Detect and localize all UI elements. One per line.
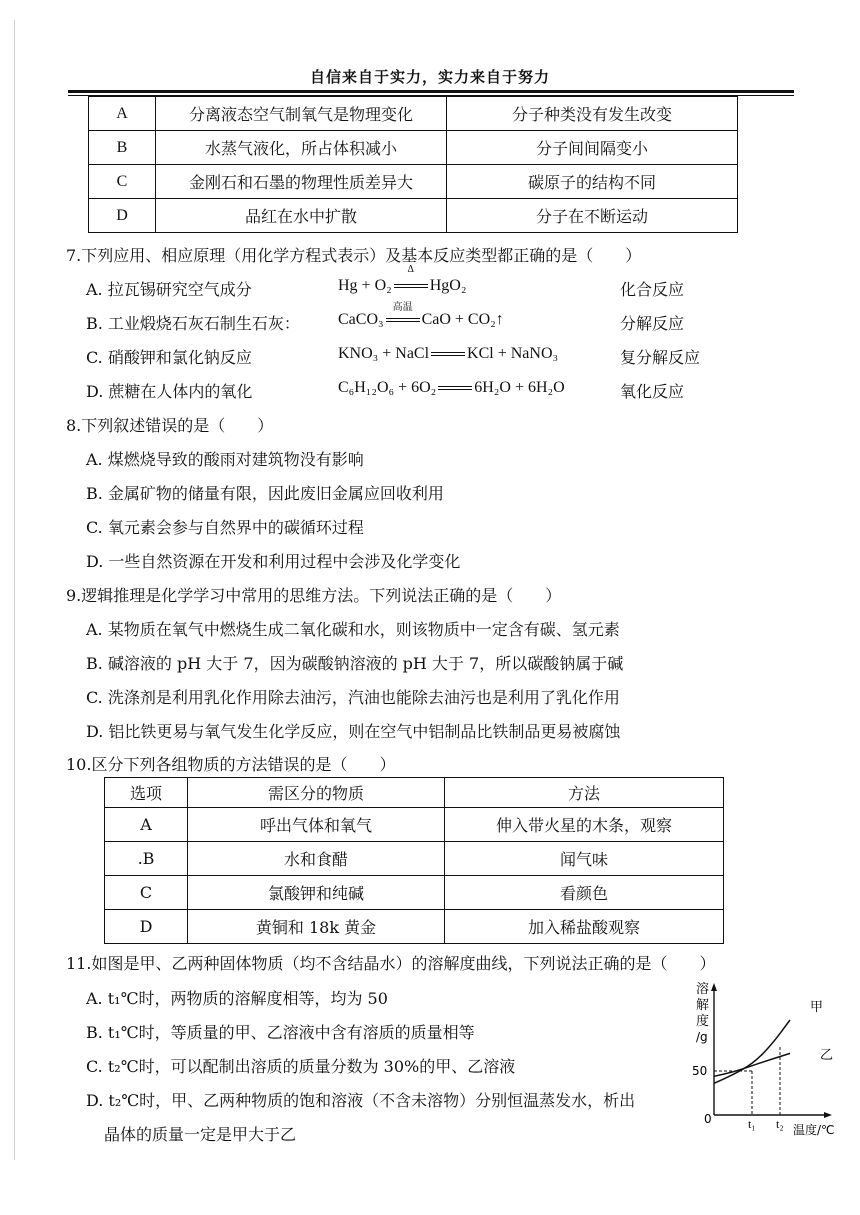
table-row <box>89 199 738 233</box>
table-cell: 加入稀盐酸观察 <box>445 910 724 944</box>
equation-left: KNO₃ + NaCl <box>338 345 430 362</box>
q9-option-c: C. 洗涤剂是利用乳化作用除去油污，汽油也能除去油污也是利用了乳化作用 <box>86 688 620 707</box>
table-cell: 闻气味 <box>445 842 724 876</box>
table-cell: A <box>105 808 188 842</box>
y-axis-label <box>696 981 709 1044</box>
q7-equation-d <box>338 379 565 397</box>
table-cell: 水和食醋 <box>188 842 445 876</box>
q11-option-d-continued: 晶体的质量一定是甲大于乙 <box>104 1125 297 1144</box>
series-label-jia: 甲 <box>810 1000 824 1015</box>
table-cell: C <box>105 876 188 910</box>
question-9-stem: 9.逻辑推理是化学学习中常用的思维方法。下列说法正确的是（ ） <box>66 586 562 605</box>
x-tick-label: t₁ <box>748 1117 756 1131</box>
equation-right: 6H₂O + 6H₂O <box>474 379 565 396</box>
page-header: 自信来自于实力，实力来自于努力 <box>309 68 550 86</box>
y-label-char: 度 <box>696 1014 710 1029</box>
q7-equation-b <box>338 302 504 329</box>
q11-option-d: D. t₂℃时，甲、乙两种物质的饱和溶液（不含未溶物）分别恒温蒸发水，析出 <box>86 1091 636 1110</box>
table-cell: 分离液态空气制氧气是物理变化 <box>156 97 447 131</box>
table-row <box>105 808 724 842</box>
table-header-cell: 需区分的物质 <box>188 778 445 808</box>
q7-equation-a <box>338 264 467 295</box>
table-cell: 伸入带火星的木条，观察 <box>445 808 724 842</box>
table-cell: 看颜色 <box>445 876 724 910</box>
q7-option-c: C. 硝酸钾和氯化钠反应 <box>86 348 252 367</box>
table-row <box>89 165 738 199</box>
equation-left: CaCO₃ <box>338 311 384 328</box>
equation-left: C₆H₁₂O₆ + 6O₂ <box>338 379 437 396</box>
q9-option-b: B. 碱溶液的 pH 大于 7，因为碳酸钠溶液的 pH 大于 7，所以碳酸钠属于碱 <box>86 654 624 673</box>
table-row <box>105 842 724 876</box>
origin-label: 0 <box>704 1112 712 1126</box>
table-row <box>89 131 738 165</box>
solubility-chart <box>690 975 840 1140</box>
question-7-stem: 7.下列应用、相应原理（用化学方程式表示）及基本反应类型都正确的是（ ） <box>66 246 642 265</box>
table-cell: A <box>89 97 156 131</box>
table-cell: 氯酸钾和纯碱 <box>188 876 445 910</box>
table-row <box>105 910 724 944</box>
table-cell: 分子在不断运动 <box>447 199 738 233</box>
x-axis-label: 温度/℃ <box>793 1123 835 1137</box>
table-cell: D <box>105 910 188 944</box>
q11-option-a: A. t₁℃时，两物质的溶解度相等，均为 50 <box>86 989 388 1008</box>
equation-right: CaO + CO₂↑ <box>421 311 504 328</box>
page-margin-line <box>14 20 15 1160</box>
table-cell: C <box>89 165 156 199</box>
reaction-arrow <box>386 302 420 329</box>
table-row <box>89 97 738 131</box>
table-cell: 呼出气体和氧气 <box>188 808 445 842</box>
q8-option-a: A. 煤燃烧导致的酸雨对建筑物没有影响 <box>86 450 364 469</box>
reaction-arrow <box>431 345 465 363</box>
table-cell: .B <box>105 842 188 876</box>
q7-type-d: 氧化反应 <box>620 382 685 401</box>
q7-option-d: D. 蔗糖在人体内的氧化 <box>86 382 253 401</box>
q8-option-b: B. 金属矿物的储量有限，因此废旧金属应回收利用 <box>86 484 444 503</box>
q11-option-c: C. t₂℃时，可以配制出溶质的质量分数为 30%的甲、乙溶液 <box>86 1057 516 1076</box>
question-8-stem: 8.下列叙述错误的是（ ） <box>66 416 274 435</box>
table-cell: 黄铜和 18k 黄金 <box>188 910 445 944</box>
equation-left: Hg + O₂ <box>338 277 392 294</box>
reaction-arrow <box>394 264 428 295</box>
table-cell: 分子间间隔变小 <box>447 131 738 165</box>
table-header-cell: 方法 <box>445 778 724 808</box>
table-cell: 分子种类没有发生改变 <box>447 97 738 131</box>
q9-option-d: D. 铝比铁更易与氧气发生化学反应，则在空气中铝制品比铁制品更易被腐蚀 <box>86 722 621 741</box>
question-10-stem: 10.区分下列各组物质的方法错误的是（ ） <box>66 755 396 774</box>
q11-option-b: B. t₁℃时，等质量的甲、乙溶液中含有溶质的质量相等 <box>86 1023 475 1042</box>
equation-right: KCl + NaNO₃ <box>467 345 559 362</box>
q7-type-c: 复分解反应 <box>620 348 701 367</box>
q7-type-a: 化合反应 <box>620 280 685 299</box>
reaction-arrow <box>438 379 472 397</box>
q8-option-d: D. 一些自然资源在开发和利用过程中会涉及化学变化 <box>86 552 461 571</box>
q7-equation-c <box>338 345 558 363</box>
table-cell: 金刚石和石墨的物理性质差异大 <box>156 165 447 199</box>
q9-option-a: A. 某物质在氧气中燃烧生成二氧化碳和水，则该物质中一定含有碳、氢元素 <box>86 620 620 639</box>
x-tick-label: t₂ <box>776 1117 784 1131</box>
table-header-cell: 选项 <box>105 778 188 808</box>
reaction-condition: Δ <box>407 264 414 275</box>
table-cell: 碳原子的结构不同 <box>447 165 738 199</box>
header-rule-thick <box>68 90 794 93</box>
table-cell: 品红在水中扩散 <box>156 199 447 233</box>
q8-option-c: C. 氧元素会参与自然界中的碳循环过程 <box>86 518 364 537</box>
table-row <box>105 876 724 910</box>
q7-option-a: A. 拉瓦锡研究空气成分 <box>86 280 252 299</box>
q7-option-b: B. 工业煅烧石灰石制生石灰： <box>86 314 300 333</box>
y-tick-label: 50 <box>692 1064 708 1078</box>
question-11-stem: 11.如图是甲、乙两种固体物质（均不含结晶水）的溶解度曲线，下列说法正确的是（ ） <box>66 954 716 973</box>
y-axis-arrow <box>711 983 717 991</box>
table-cell: D <box>89 199 156 233</box>
x-axis-arrow <box>824 1112 832 1118</box>
table-header-row <box>105 778 724 808</box>
table-q10 <box>104 777 724 944</box>
table-cell: 水蒸气液化，所占体积减小 <box>156 131 447 165</box>
table-cell: B <box>89 131 156 165</box>
y-label-char: 解 <box>696 998 710 1013</box>
y-label-char: 溶 <box>696 982 710 997</box>
q7-type-b: 分解反应 <box>620 314 685 333</box>
reaction-condition: 高温 <box>392 302 413 313</box>
y-label-char: /g <box>696 1030 708 1044</box>
equation-right: HgO₂ <box>429 277 467 294</box>
series-label-yi: 乙 <box>820 1048 834 1063</box>
table-q6 <box>88 96 738 233</box>
